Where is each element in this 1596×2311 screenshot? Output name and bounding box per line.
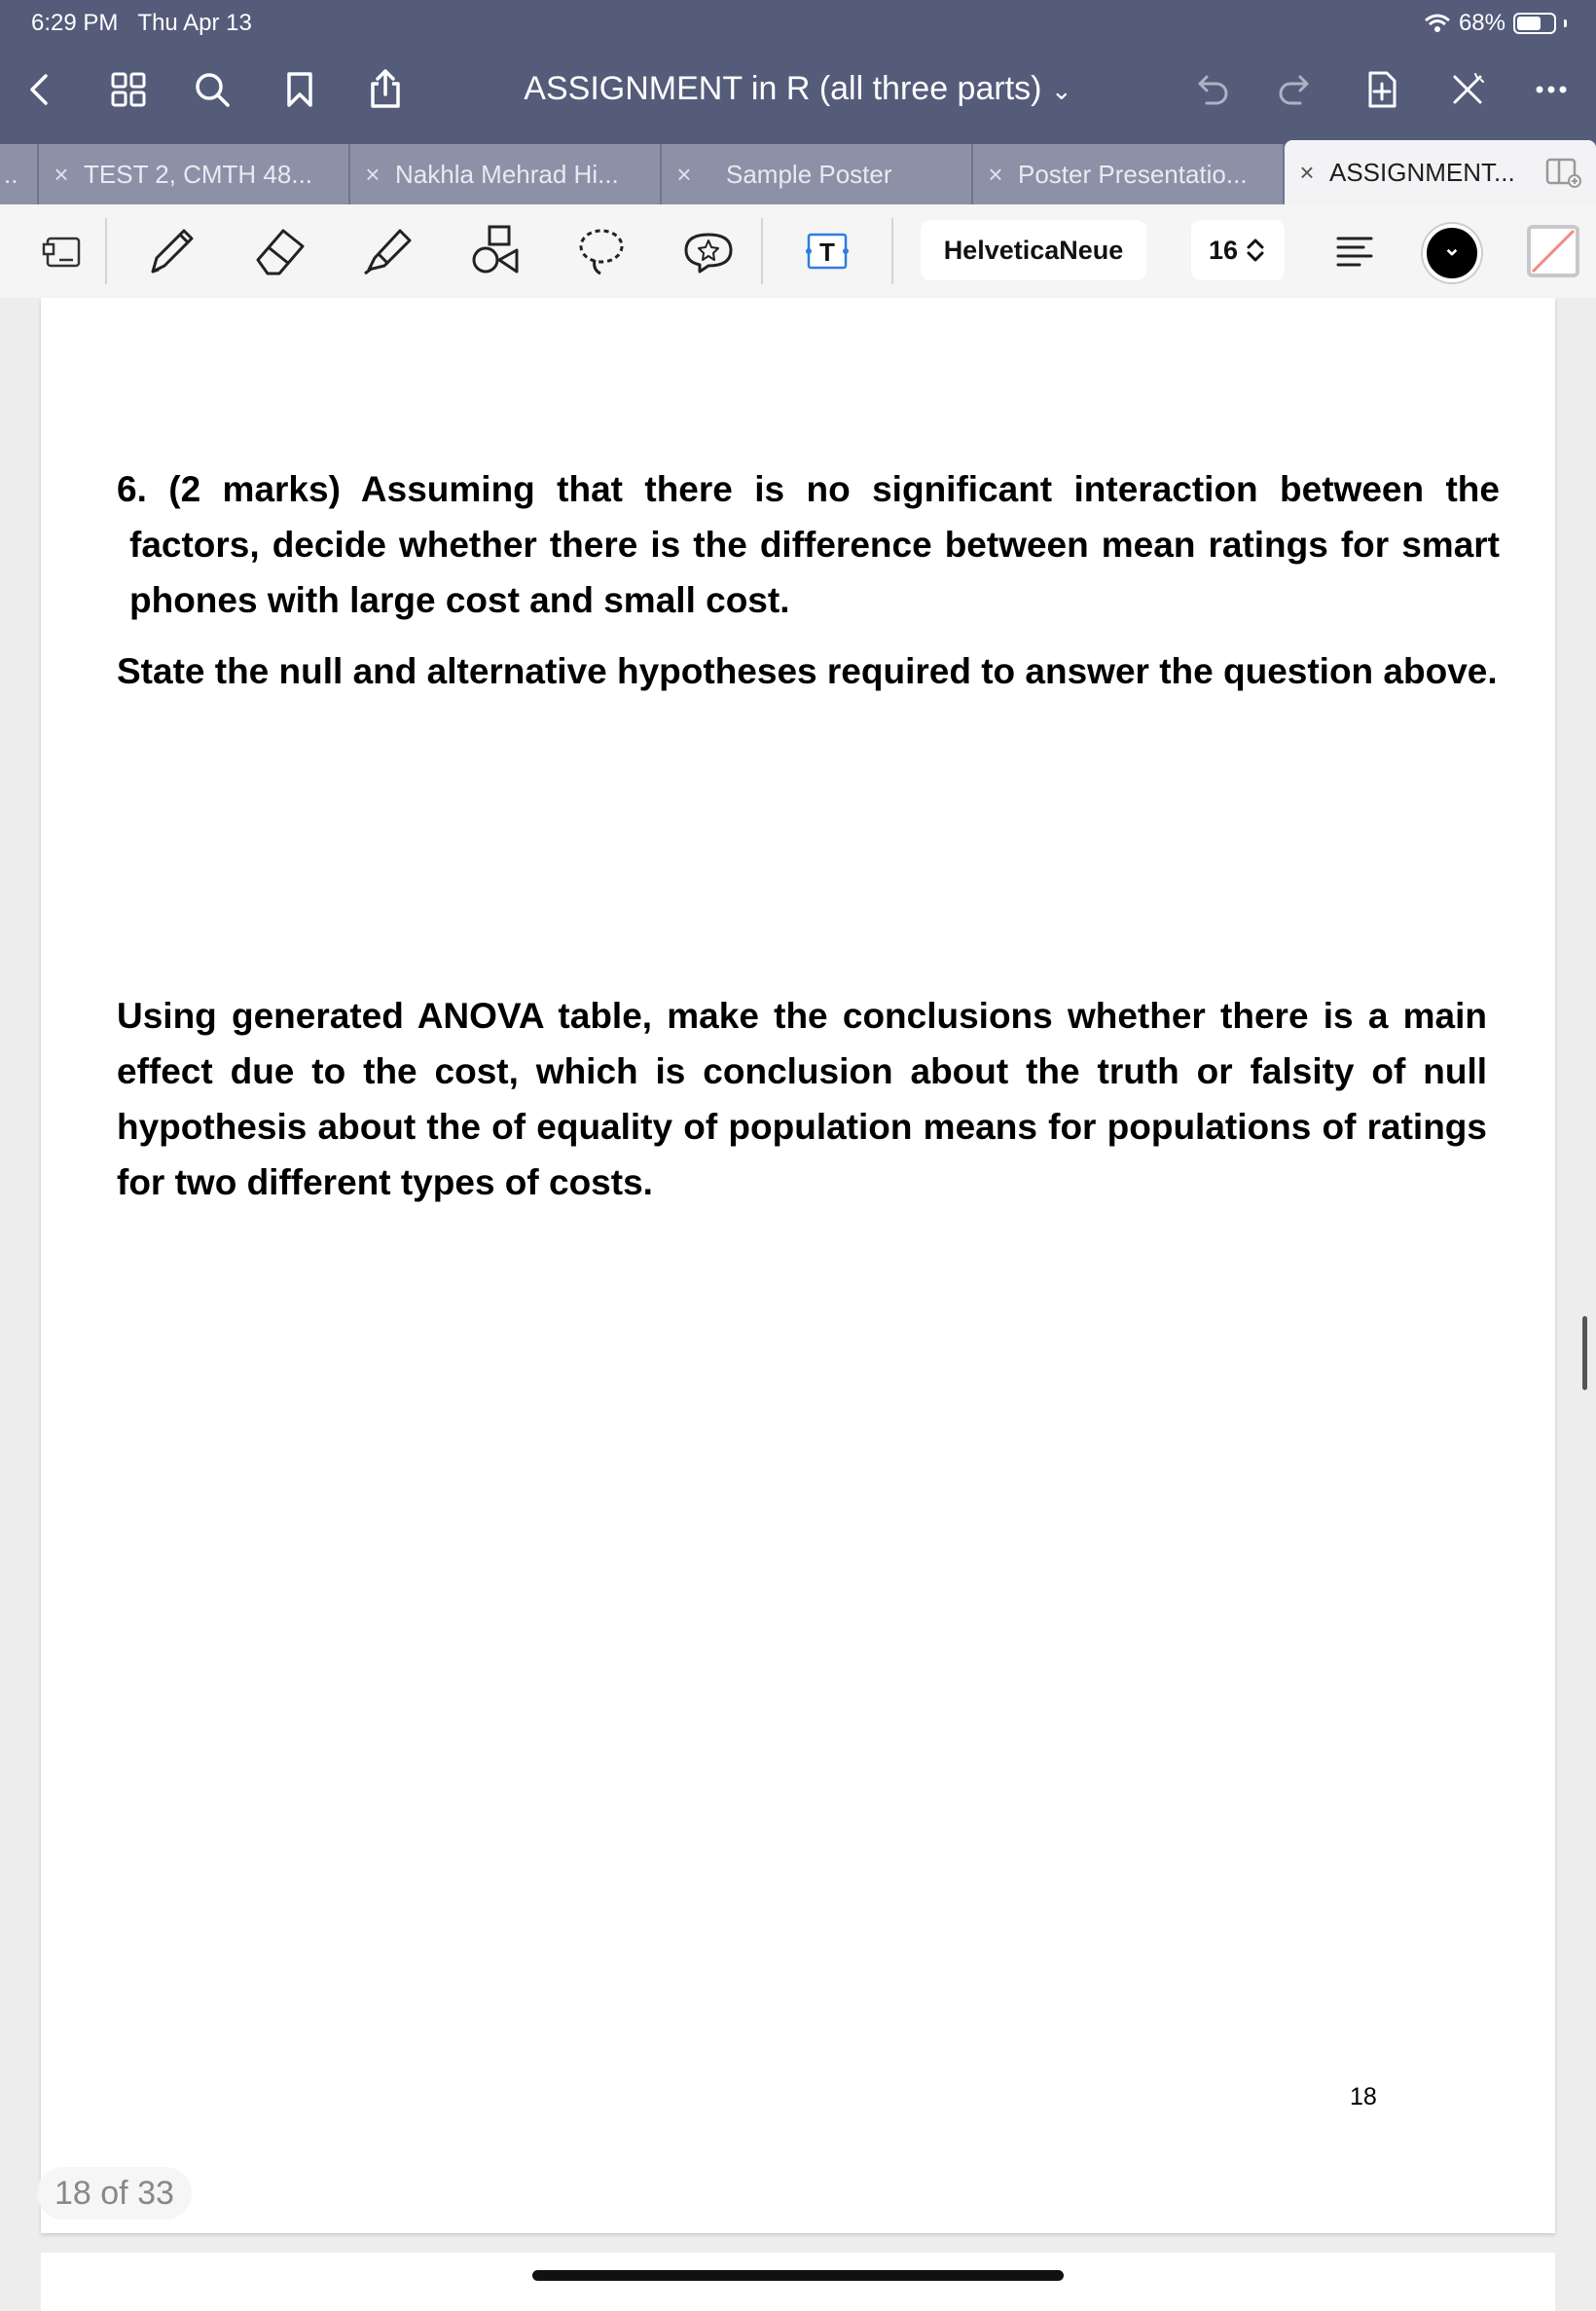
text-align-icon[interactable] [1320,216,1390,286]
tab-poster-presentation[interactable] [973,144,1285,204]
tab-label: Sample Poster [726,159,892,189]
tab-label: TEST 2, CMTH 48... [84,159,313,189]
toolbar-divider [761,218,763,284]
battery-percent: 68% [1458,10,1505,36]
search-icon[interactable] [187,64,237,115]
text-tool-icon[interactable] [792,216,862,286]
text-color-picker[interactable] [1423,224,1481,282]
document-viewport[interactable] [0,298,1596,2297]
tab-close-icon[interactable]: × [365,159,381,189]
undo-icon[interactable] [1185,64,1236,115]
status-right [1424,10,1567,37]
document-page[interactable] [41,298,1555,2233]
share-icon[interactable] [360,64,411,115]
sticker-icon[interactable] [673,216,744,286]
annotation-toolbar [0,204,1596,299]
text-tool-label: T [819,238,835,267]
tab-label: Poster Presentatio... [1018,159,1248,189]
question-6-line1: 6. (2 marks) Assuming that there is no significant interaction between the factors, [117,469,1500,565]
tab-assignment[interactable] [1285,140,1596,204]
battery-tip [1564,19,1567,27]
fill-none-icon[interactable] [1518,216,1588,286]
tab-label: Nakhla Mehrad Hi... [395,159,619,189]
status-time: 6:29 PM [31,10,119,36]
tab-close-icon[interactable]: × [54,159,69,189]
tab-close-icon[interactable]: × [988,159,1003,189]
home-indicator[interactable] [532,2270,1064,2281]
grid-icon[interactable] [103,64,154,115]
up-down-chevron-icon [1244,236,1267,265]
font-size-selector[interactable] [1191,220,1285,280]
shapes-icon[interactable] [459,216,529,286]
split-view-icon[interactable] [1545,158,1582,189]
wifi-icon [1424,13,1451,34]
tab-label: ASSIGNMENT... [1329,157,1515,187]
page-counter: 18 of 33 [37,2167,192,2219]
tab-overflow[interactable] [0,144,39,204]
page-number: 18 [1350,2083,1377,2110]
eraser-icon[interactable] [245,216,315,286]
font-size-value: 16 [1208,235,1239,265]
close-x-icon[interactable] [1442,64,1493,115]
more-icon[interactable] [1526,64,1577,115]
document-title[interactable] [524,70,1071,107]
scrollbar-thumb[interactable] [1582,1316,1587,1390]
pen-icon[interactable] [136,216,206,286]
hypotheses-prompt: State the null and alternative hypotheses required to answer the question above. [117,651,1498,691]
chevron-down-icon: ⌄ [1050,76,1072,105]
status-time-date [31,10,252,37]
tools-icon[interactable] [29,216,99,286]
tab-nakhla[interactable] [350,144,662,204]
question-6-rest: decide whether there is the difference between mean ratings for smart phones with large cost and small cost. [129,525,1500,620]
document-title-text: ASSIGNMENT in R (all three parts) [524,70,1042,107]
toolbar-divider [891,218,893,284]
tab-overflow-mark: .. [4,159,18,189]
question-6-text [117,461,1500,628]
battery-level [1517,17,1541,30]
back-icon[interactable] [16,64,66,115]
battery-icon [1513,13,1556,34]
highlighter-icon[interactable] [352,216,422,286]
color-chevron-icon: ⌄ [1442,236,1462,260]
navigation-bar [0,0,1596,144]
lasso-icon[interactable] [566,216,636,286]
tab-test-2[interactable] [39,144,350,204]
redo-icon[interactable] [1271,64,1322,115]
toolbar-divider [105,218,107,284]
add-page-icon[interactable] [1357,64,1407,115]
tab-close-icon[interactable]: × [1299,157,1315,187]
tab-bar [0,144,1596,204]
bookmark-icon[interactable] [274,64,325,115]
tab-sample-poster[interactable] [662,144,973,204]
anova-prompt: Using generated ANOVA table, make the conclusions whether there is a main effect due to the cost, which is conclusion about the truth or falsity of null hypothesis about the of equality of population means for populations of ratings for two different types of costs. [117,996,1487,1202]
tab-close-icon[interactable]: × [676,159,692,189]
font-family-selector[interactable]: HelveticaNeue [921,220,1146,280]
status-date: Thu Apr 13 [137,10,252,36]
next-page-edge [41,2253,1555,2311]
